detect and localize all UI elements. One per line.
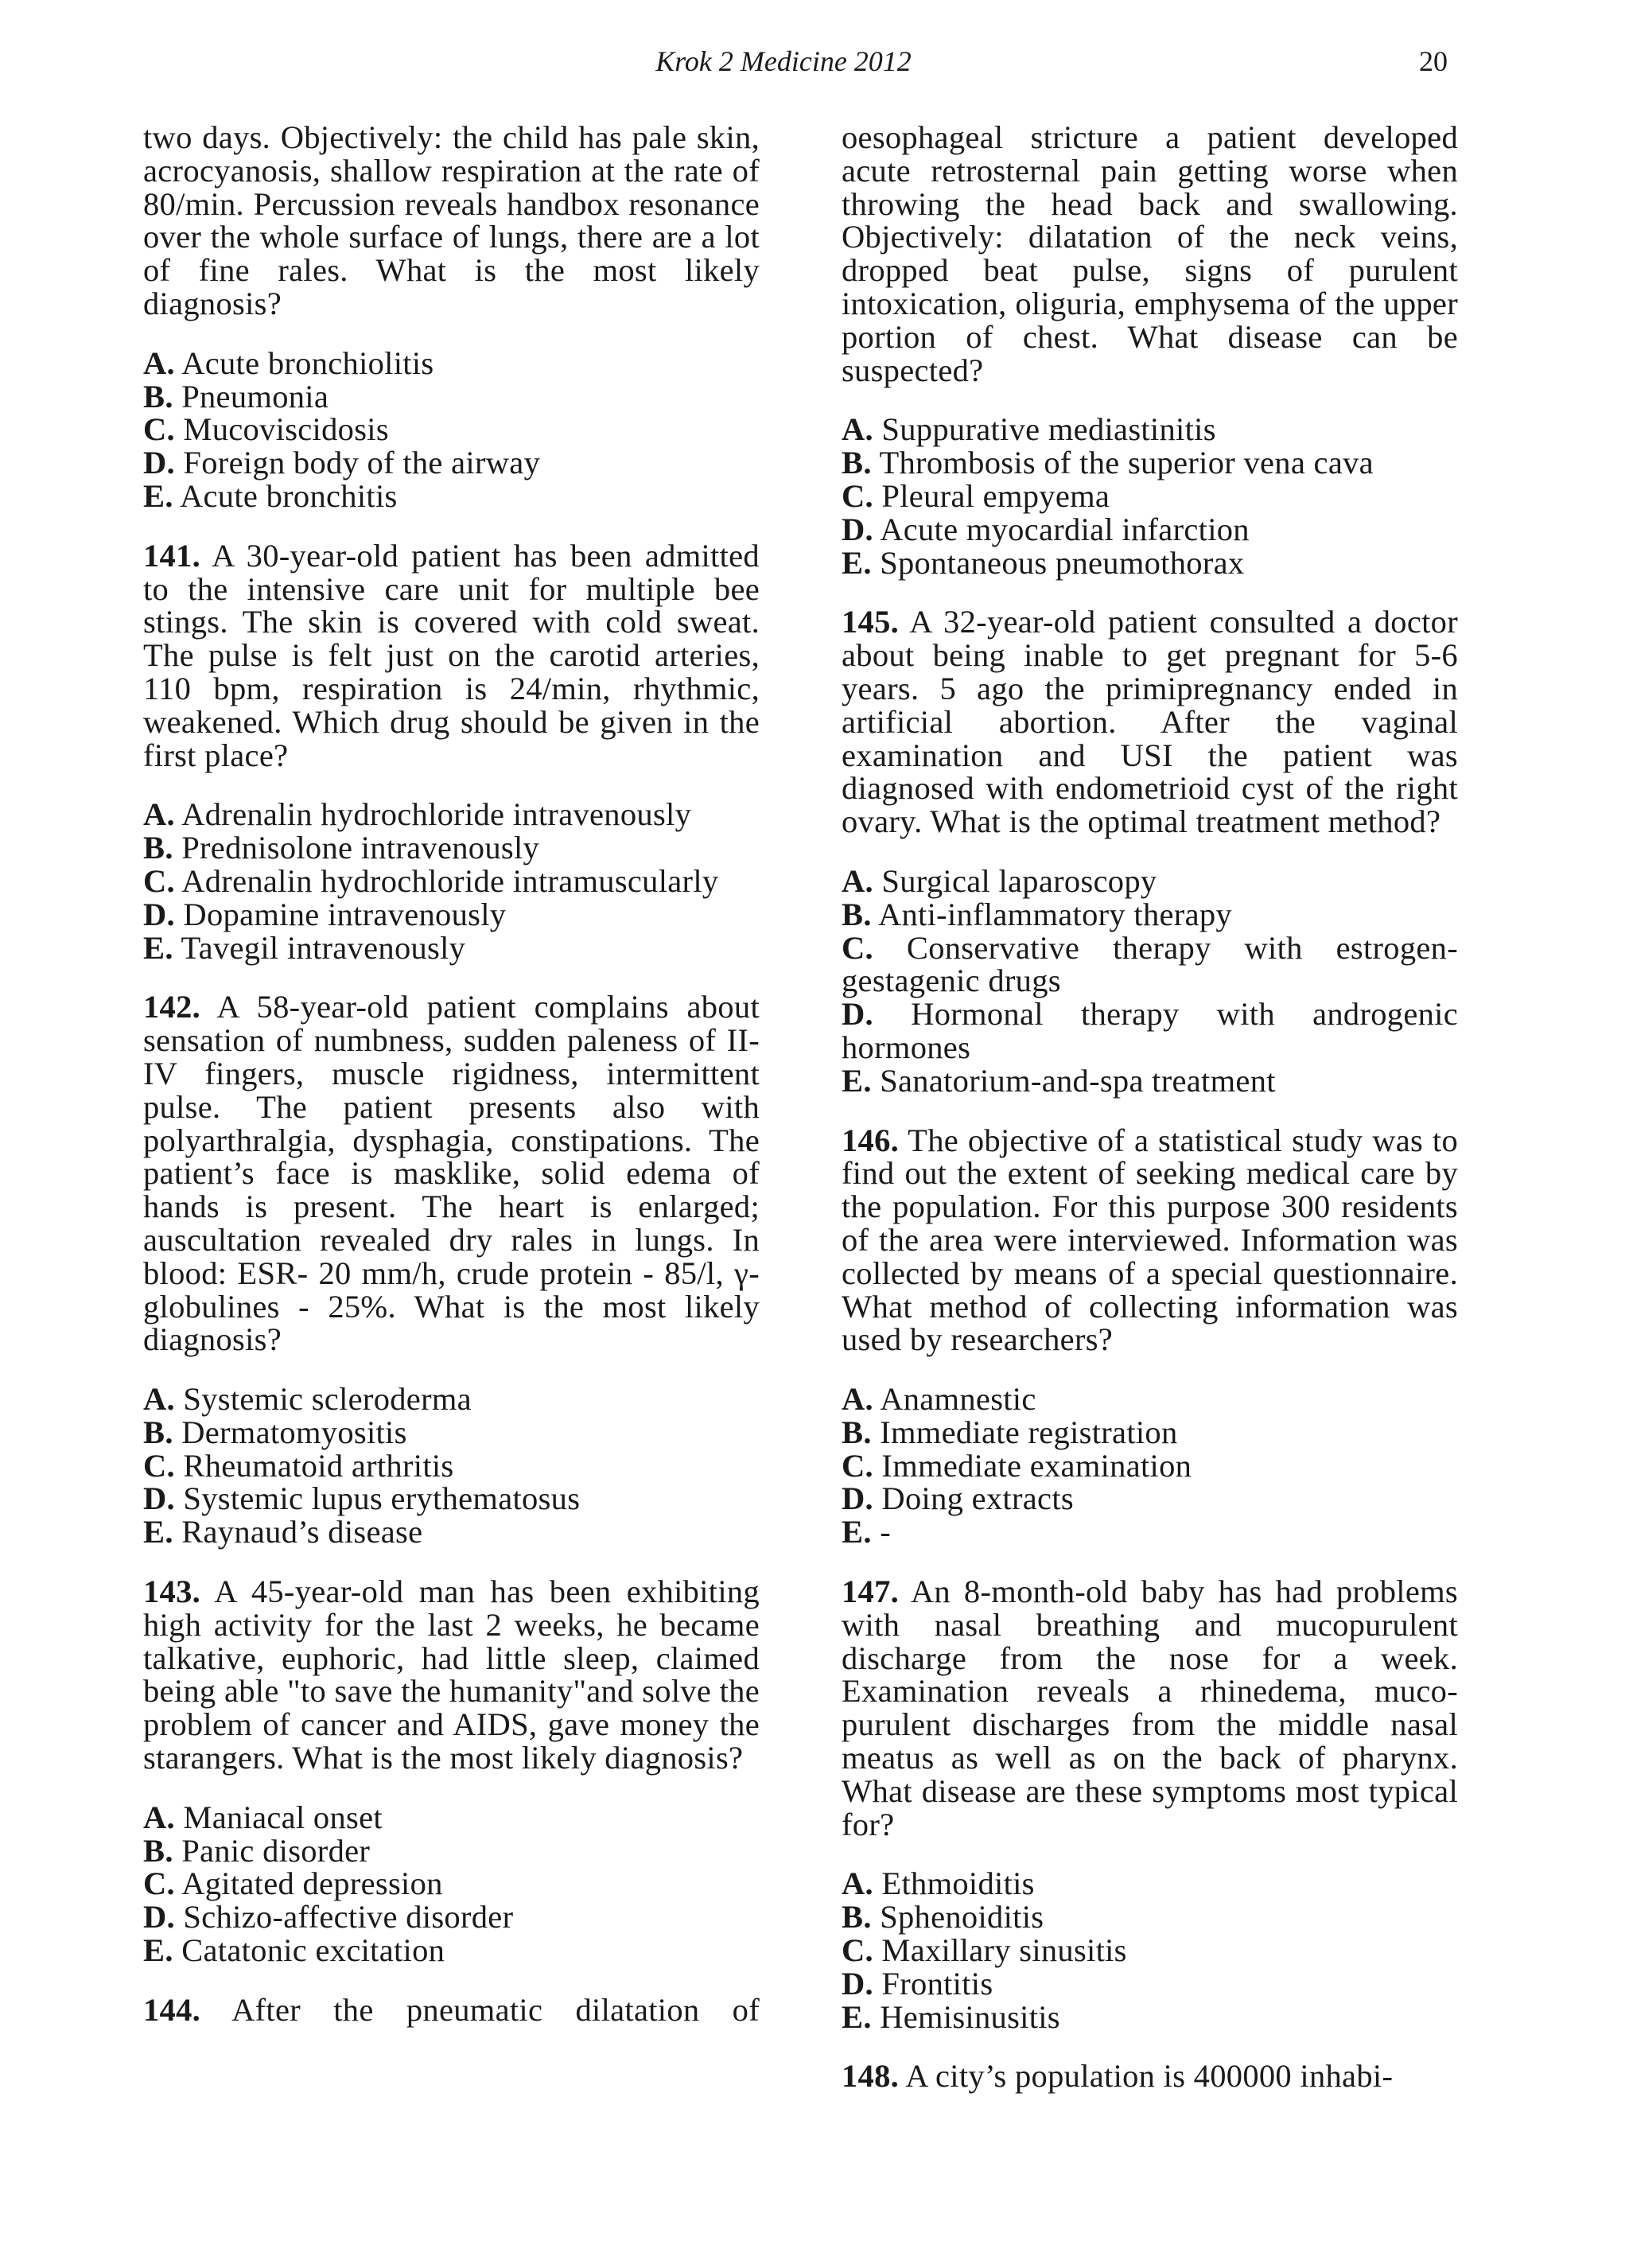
question-142: 142. A 58-year-old patient complains about sensation of numbness, sudden paleness of II-IV fingers, muscle rigidness, intermittent pulse. The patient presents also with polyarthralgia, dysphagia, constipations. The patient’s face is masklike, solid edema of hands is present. The heart is enlarged; auscultation revealed dry rales in lungs. In blood: ESR- 20 mm/h, crude protein - 85/l, γ-globulines - 25%. What is the most likely diagnosis?: [143, 989, 760, 1358]
question-147: 147. An 8-month-old baby has had problems with nasal breathing and mucopurulent discharge from the nose for a week. Examination reveals a rhinedema, muco-purulent discharges from the middle nasal meatus as well as on the back of pharynx. What disease are these symptoms most typical for?: [842, 1574, 1458, 1842]
option-d: D. Frontitis: [842, 1965, 993, 2002]
option-c: C. Adrenalin hydrochloride intramuscularly: [143, 862, 719, 899]
question-145-options: [842, 862, 1458, 1099]
option-b: B. Sphenoiditis: [842, 1899, 1044, 1935]
option-a: A. Suppurative mediastinitis: [842, 411, 1216, 448]
question-144-start: 144. After the pneumatic dilatation of: [143, 1991, 760, 2028]
option-c: C. Mucoviscidosis: [143, 411, 389, 448]
question-number: 143.: [143, 1574, 201, 1610]
question-140-options: [143, 344, 760, 514]
question-146: 146. The objective of a statistical study was to find out the extent of seeking medical care by the population. For this purpose 300 residents of the area were interviewed. Information was collected by means of a special questionnaire. What method of collecting information was used by researchers?: [842, 1122, 1458, 1358]
question-141-options: [143, 798, 760, 964]
option-d: D. Acute myocardial infarction: [842, 511, 1250, 547]
option-a: A. Maniacal onset: [143, 1799, 383, 1835]
option-c: C. Pleural empyema: [842, 477, 1110, 514]
option-d: D. Foreign body of the airway: [143, 445, 541, 481]
option-b: B. Panic disorder: [143, 1832, 371, 1869]
option-a: A. Ethmoiditis: [842, 1865, 1035, 1902]
question-140-text: two days. Objectively: the child has pale skin, acrocyanosis, shallow respiration at the rate of 80/min. Percussion reveals handbox resonance over the whole surface of lungs, there are a lot of fine rales. What is the most likely diagnosis?: [143, 119, 760, 321]
page-number: 20: [1419, 45, 1448, 77]
option-a: A. Adrenalin hydrochloride intravenously: [143, 796, 692, 833]
option-d: D. Dopamine intravenously: [143, 896, 507, 932]
option-e: E. Raynaud’s disease: [143, 1514, 423, 1550]
option-a: A. Surgical laparoscopy: [842, 862, 1157, 899]
question-144-options: [842, 413, 1458, 579]
option-d: D. Systemic lupus erythematosus: [143, 1480, 581, 1517]
option-e: E. Tavegil intravenously: [143, 929, 466, 966]
right-column: [842, 121, 1458, 2093]
question-142-options: [143, 1383, 760, 1549]
page-header: [0, 41, 1629, 81]
option-b: B. Prednisolone intravenously: [143, 830, 540, 866]
question-143: 143. A 45-year-old man has been exhibiting high activity for the last 2 weeks, he became talkative, euphoric, had little sleep, claimed being able "to save the humanity"and solve the problem of cancer and AIDS, gave money the starangers. What is the most likely diagnosis?: [143, 1574, 760, 1776]
option-b: B. Anti-inflammatory therapy: [842, 896, 1232, 932]
option-c: C. Agitated depression: [143, 1865, 443, 1902]
question-145: 145. A 32-year-old patient consulted a doctor about being inable to get pregnant for 5-6 years. 5 ago the primipregnancy ended in artificial abortion. After the vaginal examination and USI the patient was diagnosed with endometrioid cyst of the right ovary. What is the optimal treatment method?: [842, 604, 1458, 840]
option-e: E. Sanatorium-and-spa treatment: [842, 1062, 1276, 1099]
question-number: 147.: [842, 1574, 900, 1610]
question-147-options: [842, 1867, 1458, 2033]
option-b: B. Dermatomyositis: [143, 1414, 407, 1450]
option-d: D. Doing extracts: [842, 1480, 1074, 1517]
option-e: E. -: [842, 1514, 891, 1550]
option-b: B. Thrombosis of the superior vena cava: [842, 445, 1374, 481]
option-c: C. Immediate examination: [842, 1447, 1192, 1484]
option-e: E. Catatonic excitation: [143, 1932, 445, 1969]
question-number: 144.: [143, 1991, 201, 2028]
question-141: 141. A 30-year-old patient has been admitted to the intensive care unit for multiple bee stings. The skin is covered with cold sweat. The pulse is felt just on the carotid arteries, 110 bpm, respiration is 24/min, rhythmic, weakened. Which drug should be given in the first place?: [143, 537, 760, 773]
option-d: D. Hormonal therapy with androgenic hormones: [842, 996, 1458, 1065]
question-number: 146.: [842, 1122, 900, 1158]
question-144-text: oesophageal stricture a patient developed acute retrosternal pain getting worse when throwing the head back and swallowing. Objectively: dilatation of the neck veins, dropped beat pulse, signs of purulent intoxication, oliguria, emphysema of the upper portion of chest. What disease can be suspected?: [842, 119, 1458, 388]
option-c: C. Conservative therapy with estrogen-gestagenic drugs: [842, 929, 1458, 999]
option-b: B. Immediate registration: [842, 1414, 1178, 1450]
left-column: [143, 121, 760, 2027]
question-number: 145.: [842, 604, 900, 640]
question-143-options: [143, 1801, 760, 1967]
option-c: C. Rheumatoid arthritis: [143, 1447, 454, 1484]
option-e: E. Acute bronchitis: [143, 477, 398, 514]
option-d: D. Schizo-affective disorder: [143, 1899, 514, 1935]
option-e: E. Spontaneous pneumothorax: [842, 544, 1245, 581]
question-number: 142.: [143, 989, 201, 1025]
option-a: A. Systemic scleroderma: [143, 1381, 472, 1418]
question-number: 148.: [842, 2058, 900, 2095]
option-e: E. Hemisinusitis: [842, 1998, 1060, 2035]
option-a: A. Anamnestic: [842, 1381, 1036, 1418]
document-title: Krok 2 Medicine 2012: [655, 45, 912, 77]
option-c: C. Maxillary sinusitis: [842, 1932, 1127, 1969]
question-number: 141.: [143, 537, 201, 574]
option-b: B. Pneumonia: [143, 378, 329, 414]
question-148-start: 148. A city’s population is 400000 inhabi-: [842, 2058, 1394, 2095]
question-146-options: [842, 1383, 1458, 1549]
option-a: A. Acute bronchiolitis: [143, 344, 434, 381]
